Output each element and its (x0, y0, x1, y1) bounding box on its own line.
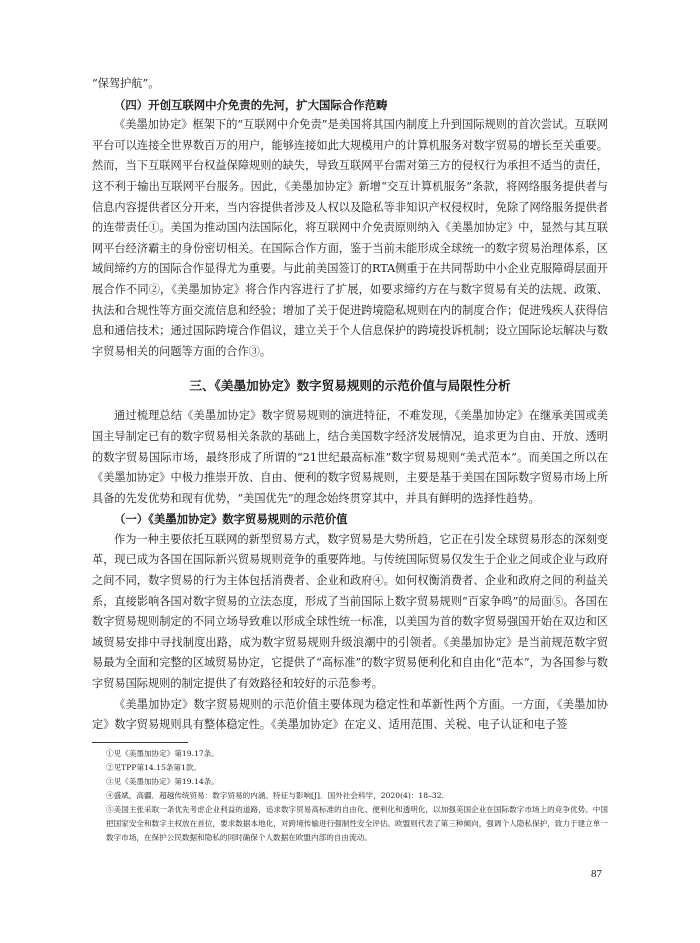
subsection-1-paragraph-2: 《美墨加协定》数字贸易规则的示范价值主要体现为稳定性和革新性两个方面。一方面，《美墨加协定》数字贸易规则具有整体稳定性。《美墨加协定》在定义、适用范围、关税、电子认证和电子签 (92, 697, 608, 732)
top-fragment: “保驾护航”。 (92, 77, 160, 90)
subsection-4-heading: （四）开创互联网中介免责的先河，扩大国际合作范畴 (114, 97, 388, 112)
footnote: ④盛斌，高疆．超越传统贸易：数字贸易的内涵、特征与影响[J]．国外社会科学，2020(4)：18–32. (106, 790, 444, 800)
page-number: 87 (591, 868, 602, 880)
footnote: ③见《美墨加协定》第19.14条。 (106, 776, 219, 786)
section-3-intro: 通过梳理总结《美墨加协定》数字贸易规则的演进特征，不难发现，《美墨加协定》在继承美国或美国主导制定已有的数字贸易相关条款的基础上，结合美国数字经济发展情况，追求更为自由、开放、透明的数字贸易国际市场，最终形成了所谓的“21世纪最高标准”数字贸易规则“美式范本”。而美国之所以在《美墨加协定》中极力推崇开放、自由、便利的数字贸易规则，主要是基于美国在国际数字贸易市场上所具备的先发优势和现有优势，“美国优先”的理念始终贯穿其中，并具有鲜明的选择性趋势。 (92, 409, 608, 505)
footnotes (92, 747, 608, 845)
subsection-4-paragraph: 《美墨加协定》框架下的“互联网中介免责”是美国将其国内制度上升到国际规则的首次尝试。互联网平台可以连接全世界数百万的用户，能够连接如此大规模用户的计算机服务对数字贸易的增长至关重要。然而，当下互联网平台权益保障规则的缺失，导致互联网平台需对第三方的侵权行为承担不适当的责任，这不利于输出互联网平台服务。因此，《美墨加协定》新增“交互计算机服务”条款，将网络服务提供者与信息内容提供者区分开来，当内容提供者涉及人权以及隐私等非知识产权侵权时，免除了网络服务提供者的连带责任①。美国为推动国内法国际化，将互联网中介免责原则纳入《美墨加协定》中，显然与其互联网平台经济霸主的身份密切相关。在国际合作方面，鉴于当前未能形成全球统一的数字贸易治理体系，区域间缔约方的国际合作显得尤为重要。与此前美国签订的RTA侧重于在共同帮助中小企业克服障碍层面开展合作不同②，《美墨加协定》将合作内容进行了扩展，如要求缔约方在与数字贸易有关的法规、政策、执法和合规性等方面交流信息和经验；增加了关于促进跨境隐私规则在内的制度合作；促进残疾人获得信息和通信技术；通过国际跨境合作倡议，建立关于个人信息保护的跨境投诉机制；设立国际论坛解决与数字贸易相关的问题等方面的合作③。 (92, 118, 608, 358)
subsection-1-heading: （一）《美墨加协定》数字贸易规则的示范价值 (114, 512, 348, 527)
subsection-1-paragraph-1: 作为一种主要依托互联网的新型贸易方式，数字贸易是大势所趋，它正在引发全球贸易形态的深刻变革，现已成为各国在国际新兴贸易规则竞争的重要阵地。与传统国际贸易仅发生于企业之间或企业与政府之间不同，数字贸易的行为主体包括消费者、企业和政府④。如何权衡消费者、企业和政府之间的利益关系，直接影响各国对数字贸易的立法态度，形成了当前国际上数字贸易规则“百家争鸣”的局面⑤。各国在数字贸易规则制定的不同立场导致难以形成全球性统一标准，以美国为首的数字贸易强国开始在双边和区域贸易安排中寻找制度出路，成为数字贸易规则升级浪潮中的引领者。《美墨加协定》是当前规范数字贸易最为全面和完整的区域贸易协定，它提供了“高标准”的数字贸易便利化和自由化“范本”，为各国参与数字贸易国际规则的制定提供了有效路径和较好的示范参考。 (92, 532, 608, 691)
section-3-title: 三、《美墨加协定》数字贸易规则的示范价值与局限性分析 (189, 378, 511, 394)
footnote-divider (92, 742, 188, 743)
footnote: ①见《美墨加协定》第19.17条。 (106, 748, 219, 758)
footnote: ②见TPP第14.15条第1款。 (106, 762, 202, 772)
footnote: ⑤美国主张采取一条优先考虑企业利益的道路，追求数字贸易高标准的自由化、便利化和透明化，以加强美国企业在国际数字市场上的竞争优势。中国把国家安全和数字主权放在首位，要求数据本地化，对跨境传输进行强制性安全评估。欧盟则代表了第三种倾向，强调个人隐私保护，致力于建立单一数字市场，在保护公民数据和隐私的同时确保个人数据在欧盟内部的自由流动。 (106, 804, 608, 842)
article-page (92, 74, 608, 845)
